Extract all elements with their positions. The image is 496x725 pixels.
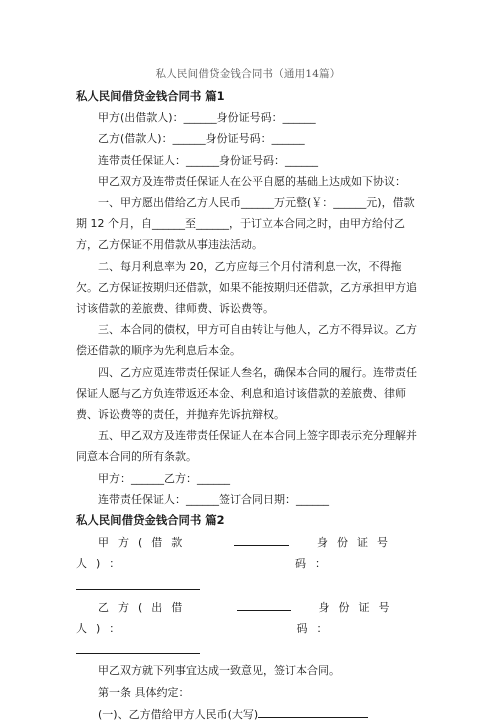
party-a-id-blank [76, 575, 200, 590]
party-a-id-blank-row [76, 575, 420, 596]
item-1-text: (一)、乙方借给甲方人民币(大写) [98, 707, 259, 721]
signature-line: 甲方：______乙方：______ [98, 471, 230, 485]
guarantor-line: 连带责任保证人：______身份证号码：______ [98, 153, 318, 167]
clause-2: 二、每月利息率为 20，乙方应每三个月付清利息一次，不得拖欠。乙方保证按期归还借款，如果不能按期归还借款，乙方承担甲方追讨该借款的差旅费、律师费、诉讼费等。 [76, 259, 417, 316]
section-heading-1: 私人民间借贷金钱合同书 篇1 [76, 89, 225, 103]
document-header-title: 私人民间借贷金钱合同书（通用14篇） [155, 68, 341, 80]
party-a-label: 甲方(借款人)： [76, 536, 192, 571]
party-a-blank [234, 531, 289, 546]
party-a-id-label: 身份证号码： [295, 536, 397, 571]
clause-5: 五、甲乙双方及连带责任保证人在本合同上签字即表示充分理解并同意本合同的所有条款。 [76, 429, 417, 464]
party-b-id-blank-row [76, 639, 420, 660]
clause-3: 三、本合同的债权，甲方可自由转让与他人，乙方不得异议。乙方偿还借款的顺序为先利息后本金。 [76, 323, 417, 358]
agreement-intro: 甲乙双方及连带责任保证人在公平自愿的基础上达成如下协议： [98, 174, 406, 188]
party-a-line: 甲方(出借款人)：______身份证号码：______ [98, 111, 316, 125]
section-heading-2: 私人民间借贷金钱合同书 篇2 [76, 513, 225, 528]
party-b-blank [237, 596, 291, 611]
document-body [76, 86, 420, 725]
clause-1: 一、甲方愿出借给乙方人民币______万元整(￥：______元)，借款期 12 个月，自______至______，于订立本合同之时，由甲方给付乙方，乙方保证不用借款从事违法活动。 [76, 196, 415, 252]
party-a-field-row [76, 531, 420, 574]
consensus-line: 甲乙双方就下列事宜达成一致意见，签订本合同。 [98, 664, 340, 678]
item-1-line [76, 703, 420, 725]
party-b-id-blank [76, 639, 200, 654]
party-b-line: 乙方(借款人)：______身份证号码：______ [98, 132, 305, 146]
guarantor-date-line: 连带责任保证人：______签订合同日期：______ [98, 492, 329, 506]
party-b-label: 乙方(出借人)： [76, 600, 192, 636]
article-1-heading: 第一条 具体约定： [98, 685, 190, 699]
party-b-field-row [76, 596, 420, 639]
amount-blank [258, 703, 368, 718]
party-b-id-label: 身份证号码： [296, 600, 399, 636]
clause-4: 四、乙方应觅连带责任保证人叁名，确保本合同的履行。连带责任保证人愿与乙方负连带返还本金、利息和追讨该借款的差旅费、律师费、诉讼费等的责任，并抛弃先诉抗辩权。 [76, 365, 417, 422]
